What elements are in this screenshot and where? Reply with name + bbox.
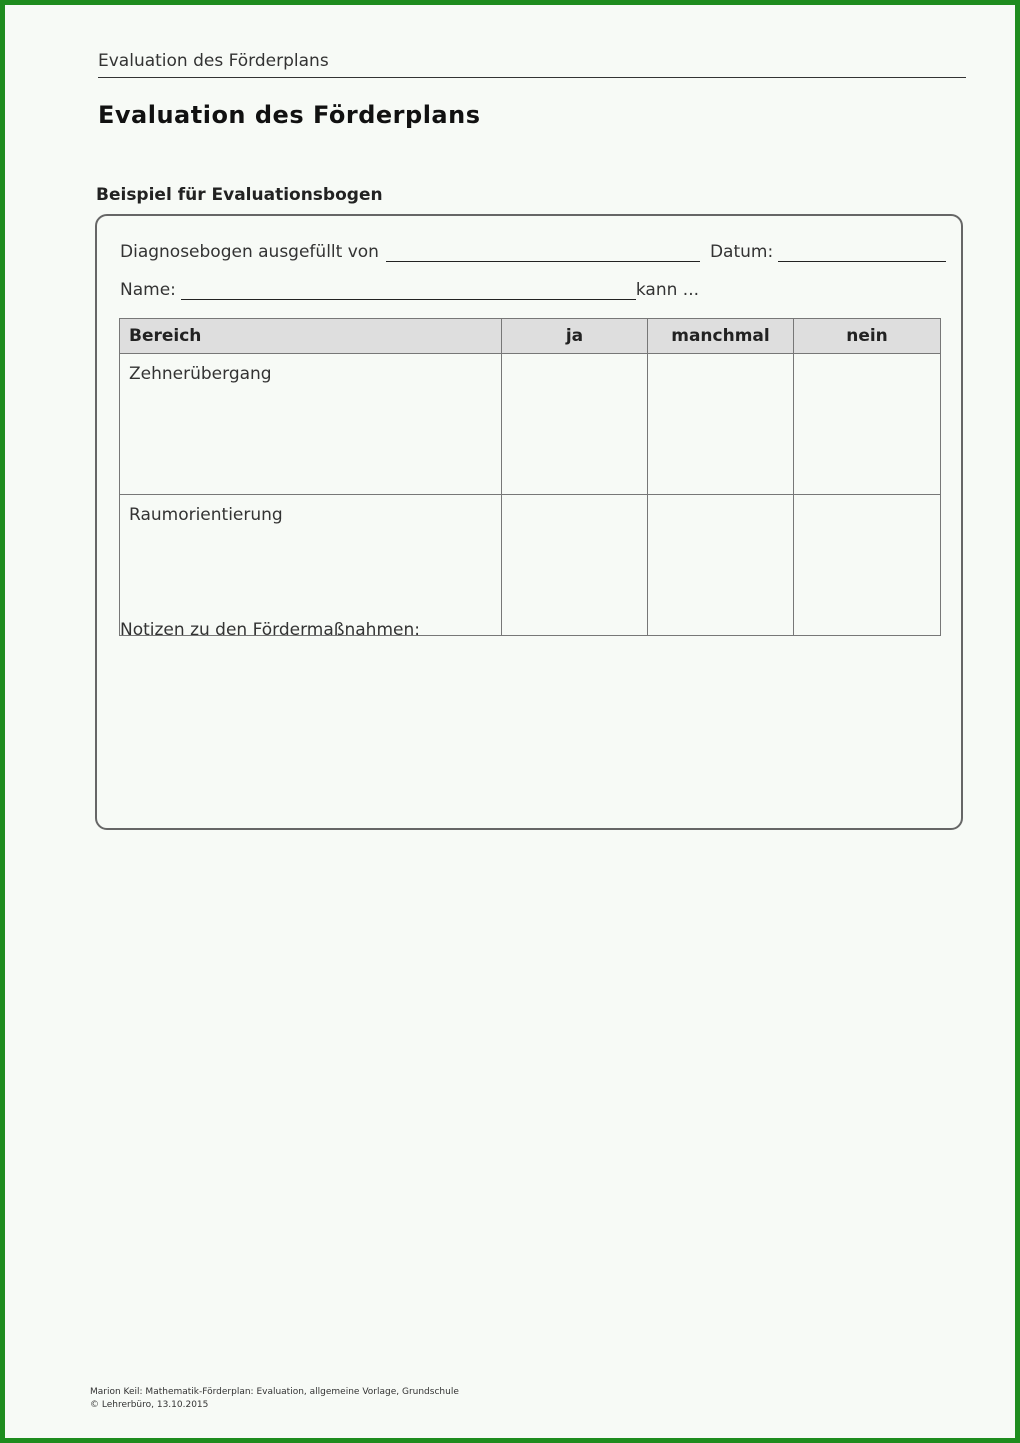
evaluation-form	[95, 214, 963, 830]
table-row	[120, 354, 941, 495]
header-no: nein	[794, 319, 941, 354]
table-header-row	[120, 319, 941, 354]
footer-copyright-line: © Lehrerbüro, 13.10.2015	[90, 1400, 209, 1410]
filled-by-label: Diagnosebogen ausgefüllt von	[120, 242, 379, 262]
footer	[90, 1386, 459, 1412]
name-field[interactable]	[181, 281, 636, 300]
footer-author-line: Marion Keil: Mathematik-Förderplan: Evaluation, allgemeine Vorlage, Grundschule	[90, 1387, 459, 1397]
name-label: Name:	[120, 280, 176, 300]
sometimes-cell[interactable]	[648, 495, 794, 636]
no-cell[interactable]	[794, 495, 941, 636]
table-row	[120, 495, 941, 636]
date-label: Datum:	[709, 242, 774, 262]
section-title: Beispiel für Evaluationsbogen	[96, 185, 383, 205]
header-area: Bereich	[120, 319, 502, 354]
filled-by-field[interactable]	[386, 243, 700, 262]
yes-cell[interactable]	[502, 495, 648, 636]
can-label: kann ...	[635, 280, 700, 300]
running-header: Evaluation des Förderplans	[98, 51, 966, 78]
header-yes: ja	[502, 319, 648, 354]
no-cell[interactable]	[794, 354, 941, 495]
header-sometimes: manchmal	[648, 319, 794, 354]
area-cell: Raumorientierung	[120, 495, 502, 636]
sometimes-cell[interactable]	[648, 354, 794, 495]
name-row	[120, 280, 699, 300]
filled-by-row	[120, 242, 946, 262]
date-field[interactable]	[778, 243, 946, 262]
yes-cell[interactable]	[502, 354, 648, 495]
notes-label: Notizen zu den Fördermaßnahmen:	[120, 620, 420, 640]
page-title: Evaluation des Förderplans	[98, 101, 481, 129]
evaluation-table	[119, 318, 941, 636]
area-cell: Zehnerübergang	[120, 354, 502, 495]
